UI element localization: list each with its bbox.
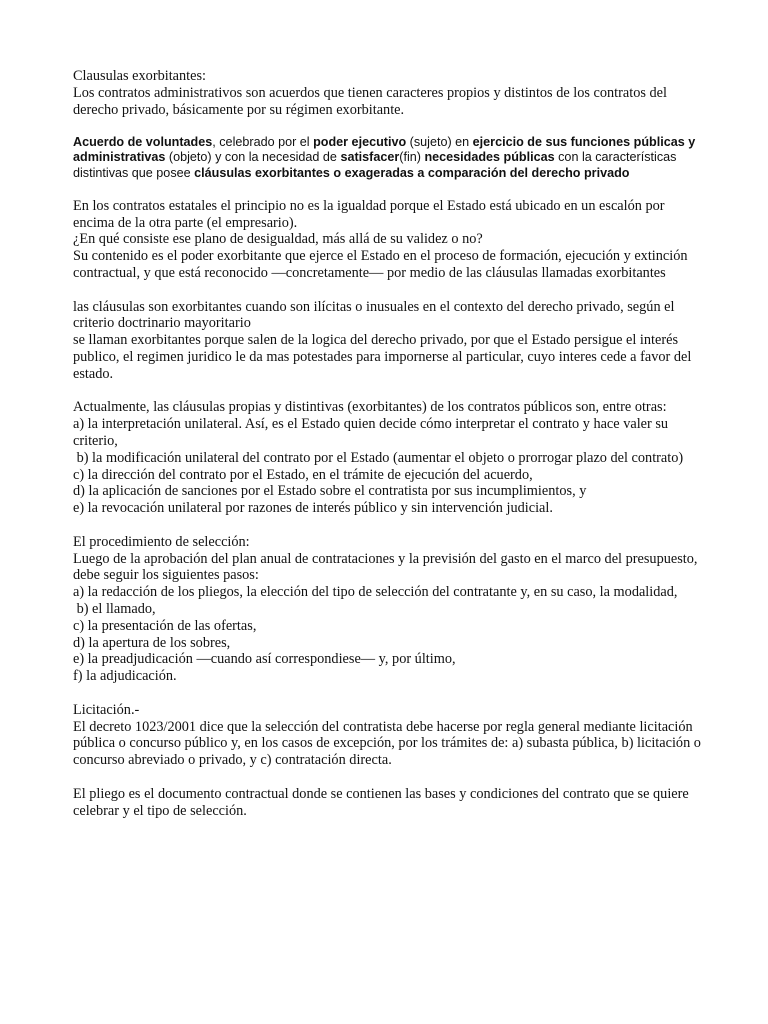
- list-item: f) la adjudicación.: [73, 668, 177, 685]
- list-item: c) la dirección del contrato por el Estado, en el trámite de ejecución del acuerdo,: [73, 466, 533, 483]
- definition-bold-11: cláusulas exorbitantes o exageradas a comparación del derecho privado: [194, 165, 630, 180]
- licitacion-heading: Licitación.-: [73, 701, 140, 718]
- definition-bold-1: Acuerdo de voluntades: [73, 135, 213, 150]
- definition-text-4: (sujeto) en: [406, 135, 473, 150]
- procedure-section: [73, 534, 705, 685]
- definition-text-8: (fin): [399, 150, 425, 165]
- definition-bold-5: ejercicio de sus funciones públicas y administrativas: [73, 135, 696, 165]
- list-item: e) la preadjudicación —cuando así correspondiese— y, por último,: [73, 651, 456, 668]
- intro-heading: Clausulas exorbitantes:: [73, 68, 207, 84]
- list-item: d) la aplicación de sanciones por el Estado sobre el contratista por sus incumplimientos, y: [73, 483, 587, 500]
- list-item: d) la apertura de los sobres,: [73, 634, 231, 651]
- intro-text: Los contratos administrativos son acuerdos que tienen caracteres propios y distintos de los contratos del derecho privado, básicamente por su régimen exorbitante.: [73, 84, 667, 118]
- document-page: [73, 68, 705, 819]
- list-item: c) la presentación de las ofertas,: [73, 617, 257, 634]
- licitacion-text: El decreto 1023/2001 dice que la selección del contratista debe hacerse por regla general mediante licitación pública o concurso público y, en los casos de excepción, por los trámites de: a) subasta pública, b) licitación o concurso abreviado o privado, y c) contratación directa.: [73, 718, 701, 769]
- intro-section: [73, 68, 705, 118]
- principle-section: [73, 198, 705, 282]
- procedure-heading: El procedimiento de selección:: [73, 533, 250, 550]
- pliego-text: El pliego es el documento contractual donde se contienen las bases y condiciones del contrato que se quiere celebrar y el tipo de selección.: [73, 785, 689, 819]
- current-intro: Actualmente, las cláusulas propias y distintivas (exorbitantes) de los contratos públicos son, entre otras:: [73, 399, 667, 416]
- list-item: b) la modificación unilateral del contrato por el Estado (aumentar el objeto o prorrogar plazo del contrato): [73, 449, 684, 466]
- principle-line-3: Su contenido es el poder exorbitante que ejerce el Estado en el proceso de formación, ejecución y extinción contractual, y que está reconocido —concretamente— por medio de las cláusulas llamadas exorbitantes: [73, 248, 688, 282]
- illicit-section: [73, 299, 705, 383]
- illicit-line-2: se llaman exorbitantes porque salen de la logica del derecho privado, por que el Estado persigue el interés publico, el regimen juridico le da mas potestades para impornerse al particular, cuyo interes cede a favor del estado.: [73, 332, 692, 382]
- definition-bold-7: satisfacer: [340, 150, 400, 165]
- list-item: e) la revocación unilateral por razones de interés público y sin intervención judicial.: [73, 500, 553, 517]
- definition-text-10: con la características distintivas que posee: [73, 150, 677, 180]
- principle-line-1: En los contratos estatales el principio no es la igualdad porque el Estado está ubicado en un escalón por encima de la otra parte (el empresario).: [73, 197, 665, 231]
- definition-text-6: (objeto) y con la necesidad de: [165, 150, 341, 165]
- procedure-intro: Luego de la aprobación del plan anual de contrataciones y la previsión del gasto en el marco del presupuesto, debe seguir los siguientes pasos:: [73, 550, 698, 584]
- definition-bold-9: necesidades públicas: [424, 150, 555, 165]
- definition-paragraph: [73, 135, 705, 181]
- definition-bold-3: poder ejecutivo: [313, 135, 407, 150]
- pliego-section: [73, 786, 705, 820]
- principle-line-2: ¿En qué consiste ese plano de desigualdad, más allá de su validez o no?: [73, 231, 483, 248]
- current-clauses-section: [73, 399, 705, 517]
- list-item: b) el llamado,: [73, 601, 156, 617]
- licitacion-section: [73, 702, 705, 769]
- list-item: a) la redacción de los pliegos, la elección del tipo de selección del contratante y, en su caso, la modalidad,: [73, 584, 678, 601]
- list-item: a) la interpretación unilateral. Así, es el Estado quien decide cómo interpretar el contrato y hace valer su criterio,: [73, 416, 669, 450]
- illicit-line-1: las cláusulas son exorbitantes cuando son ilícitas o inusuales en el contexto del derecho privado, según el criterio doctrinario mayoritario: [73, 298, 675, 332]
- definition-text-2: , celebrado por el: [212, 135, 314, 150]
